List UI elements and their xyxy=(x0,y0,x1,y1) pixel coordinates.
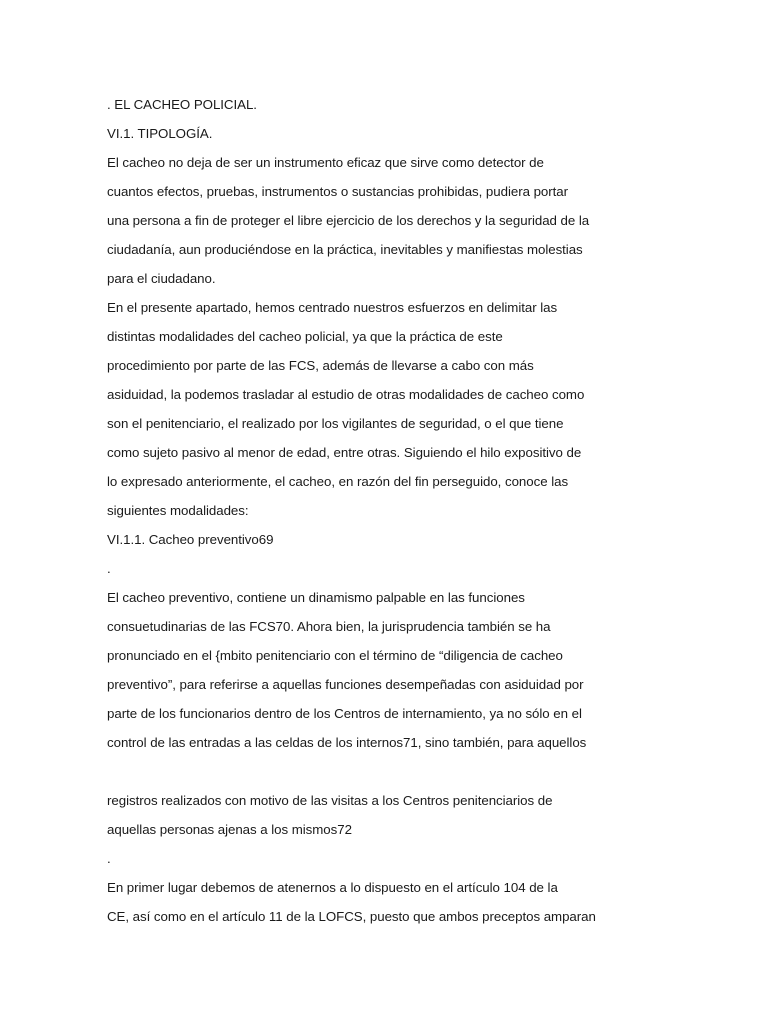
paragraph-line: ciudadanía, aun produciéndose en la práctica, inevitables y manifiestas molestias xyxy=(107,242,583,257)
paragraph-line: En el presente apartado, hemos centrado nuestros esfuerzos en delimitar las xyxy=(107,300,558,315)
document-body xyxy=(107,90,596,931)
blank-line xyxy=(107,757,577,786)
section-heading: . EL CACHEO POLICIAL. xyxy=(107,97,257,112)
paragraph-line: procedimiento por parte de las FCS, además de llevarse a cabo con más xyxy=(107,358,534,373)
paragraph-line: preventivo”, para referirse a aquellas funciones desempeñadas con asiduidad por xyxy=(107,677,584,692)
paragraph-line: aquellas personas ajenas a los mismos72 xyxy=(107,822,352,837)
paragraph-line: distintas modalidades del cacheo policial, ya que la práctica de este xyxy=(107,329,503,344)
paragraph-line: siguientes modalidades: xyxy=(107,503,249,518)
paragraph-line: cuantos efectos, pruebas, instrumentos o sustancias prohibidas, pudiera portar xyxy=(107,184,569,199)
paragraph-line: pronunciado en el {mbito penitenciario con el término de “diligencia de cacheo xyxy=(107,648,563,663)
paragraph-line: asiduidad, la podemos trasladar al estudio de otras modalidades de cacheo como xyxy=(107,387,585,402)
footnote-marker: . xyxy=(107,851,111,866)
paragraph-line: parte de los funcionarios dentro de los Centros de internamiento, ya no sólo en el xyxy=(107,706,582,721)
paragraph-line: CE, así como en el artículo 11 de la LOFCS, puesto que ambos preceptos amparan xyxy=(107,909,596,924)
paragraph-line: consuetudinarias de las FCS70. Ahora bien, la jurisprudencia también se ha xyxy=(107,619,551,634)
paragraph-line: control de las entradas a las celdas de los internos71, sino también, para aquellos xyxy=(107,735,587,750)
paragraph-line: como sujeto pasivo al menor de edad, entre otras. Siguiendo el hilo expositivo de xyxy=(107,445,582,460)
subsection-heading: VI.1.1. Cacheo preventivo69 xyxy=(107,532,274,547)
paragraph-line: registros realizados con motivo de las visitas a los Centros penitenciarios de xyxy=(107,793,553,808)
footnote-marker: . xyxy=(107,561,111,576)
paragraph-line: una persona a fin de proteger el libre ejercicio de los derechos y la seguridad de la xyxy=(107,213,590,228)
subsection-heading: VI.1. TIPOLOGÍA. xyxy=(107,126,213,141)
paragraph-line: son el penitenciario, el realizado por los vigilantes de seguridad, o el que tiene xyxy=(107,416,564,431)
paragraph-line: En primer lugar debemos de atenernos a lo dispuesto en el artículo 104 de la xyxy=(107,880,558,895)
paragraph-line: lo expresado anteriormente, el cacheo, en razón del fin perseguido, conoce las xyxy=(107,474,569,489)
paragraph-line: El cacheo preventivo, contiene un dinamismo palpable en las funciones xyxy=(107,590,525,605)
paragraph-line: para el ciudadano. xyxy=(107,271,216,286)
paragraph-line: El cacheo no deja de ser un instrumento eficaz que sirve como detector de xyxy=(107,155,544,170)
